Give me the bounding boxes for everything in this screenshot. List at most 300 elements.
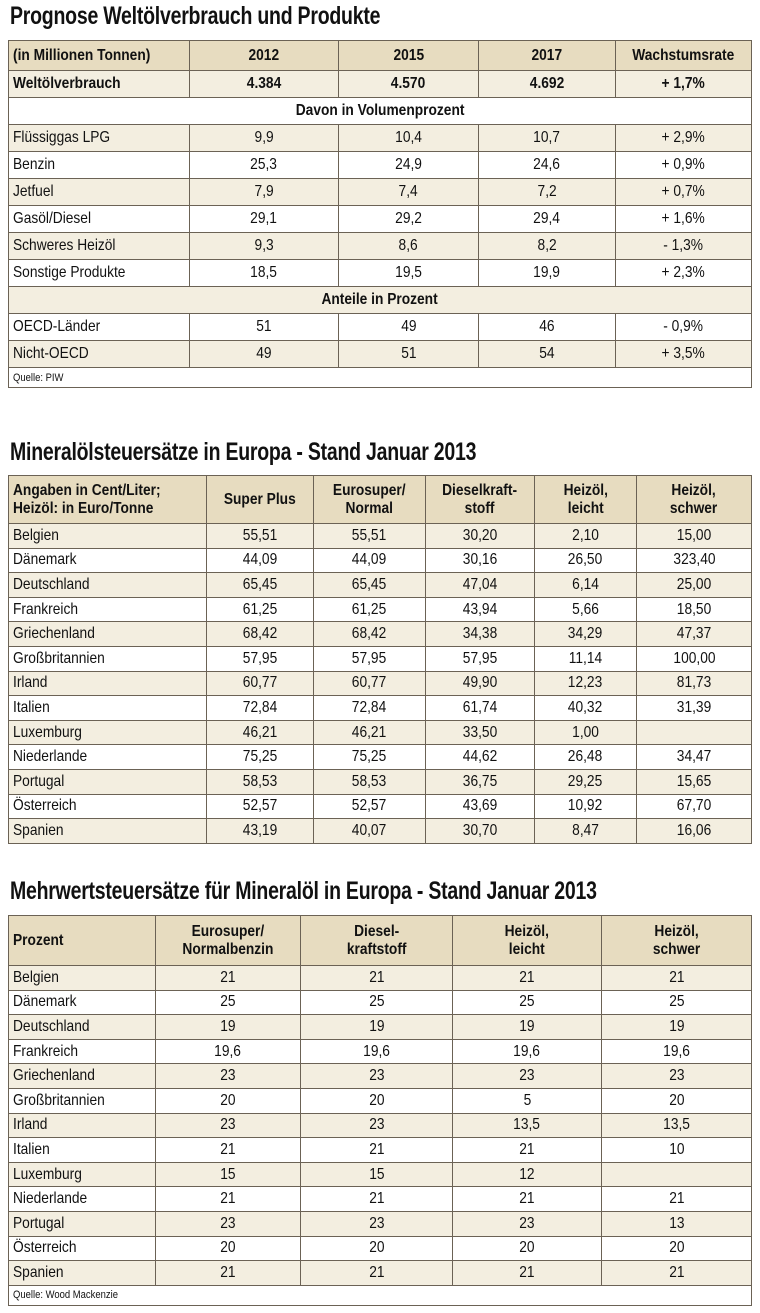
cell-text: Spanien	[13, 821, 64, 839]
cell-text: 49	[400, 318, 417, 335]
cell-text: 47,04	[462, 575, 498, 593]
table-cell	[339, 125, 479, 152]
column-header	[156, 916, 301, 966]
table-cell	[314, 524, 426, 549]
cell-text: 61,25	[242, 600, 278, 618]
cell-text: 46,21	[352, 723, 387, 741]
table-row	[9, 671, 752, 696]
table-cell	[9, 696, 207, 721]
table-cell	[207, 720, 314, 745]
cell-text: + 0,9%	[661, 156, 706, 173]
cell-text: 49	[256, 345, 272, 362]
cell-text: 24,9	[395, 156, 422, 173]
cell-text: 21	[368, 968, 385, 986]
table-cell	[616, 179, 752, 206]
table-cell	[535, 597, 637, 622]
table-cell	[535, 720, 637, 745]
table-cell	[207, 745, 314, 770]
cell-text: Luxemburg	[13, 1165, 82, 1183]
table-row	[9, 966, 752, 991]
table-cell	[9, 1039, 156, 1064]
cell-text: 23	[220, 1067, 236, 1085]
table-cell	[301, 1015, 453, 1040]
cell-text: Italien	[13, 698, 50, 716]
header-row	[9, 41, 752, 71]
table1-title: Prognose Weltölverbrauch und Produkte	[10, 2, 381, 30]
table-cell	[602, 966, 752, 991]
table-cell	[479, 341, 616, 368]
table-cell	[637, 696, 752, 721]
cell-text: 46	[539, 318, 555, 335]
cell-text: 23	[668, 1067, 685, 1085]
table-cell	[9, 794, 207, 819]
oil-consumption-forecast-table	[8, 40, 752, 388]
cell-text: 18,5	[250, 264, 278, 281]
cell-text: Benzin	[13, 156, 56, 173]
table-row	[9, 745, 752, 770]
table-cell	[301, 966, 453, 991]
column-header	[637, 476, 752, 524]
cell-text: 29,2	[395, 210, 422, 227]
table-cell	[637, 622, 752, 647]
cell-text: 25	[220, 993, 236, 1011]
cell-text: 10	[668, 1140, 685, 1158]
table-cell	[190, 260, 339, 287]
table-cell	[207, 819, 314, 844]
cell-text: Heizöl, schwer	[670, 481, 718, 517]
cell-text: 16,06	[676, 821, 712, 839]
cell-text: 25,3	[250, 156, 278, 173]
cell-text: 8,6	[398, 237, 419, 254]
cell-text: Luxemburg	[13, 723, 82, 741]
table-cell	[453, 1015, 602, 1040]
table-cell	[535, 646, 637, 671]
cell-text: Wachstumsrate	[632, 46, 735, 64]
table-cell	[535, 696, 637, 721]
cell-text: 19	[368, 1017, 385, 1035]
cell-text: 25	[668, 993, 685, 1011]
cell-text: Dänemark	[13, 551, 77, 569]
table-row	[9, 1064, 752, 1089]
table-row	[9, 1113, 752, 1138]
cell-text: Heizöl, leicht	[563, 481, 608, 517]
cell-text: 19	[220, 1017, 236, 1035]
cell-text: 25,00	[676, 575, 712, 593]
table-cell	[616, 341, 752, 368]
table-cell	[453, 1162, 602, 1187]
column-header	[339, 41, 479, 71]
table-cell	[616, 71, 752, 98]
table-cell	[301, 1088, 453, 1113]
source-note	[9, 368, 752, 388]
cell-text: 21	[519, 968, 535, 986]
cell-text: Dieselkraft- stoff	[442, 481, 518, 517]
cell-text: Flüssiggas LPG	[13, 129, 111, 146]
cell-text: 21	[220, 968, 236, 986]
table-cell	[207, 597, 314, 622]
cell-text: Niederlande	[13, 748, 88, 766]
cell-text: 21	[220, 1190, 236, 1208]
cell-text: 33,50	[462, 723, 498, 741]
table-cell	[9, 341, 190, 368]
cell-text: Frankreich	[13, 1042, 78, 1060]
cell-text: 21	[668, 1263, 685, 1281]
table-row	[9, 1138, 752, 1163]
table-cell	[453, 1088, 602, 1113]
cell-text: 2,10	[572, 526, 599, 544]
table-cell	[637, 573, 752, 598]
table-row	[9, 1088, 752, 1113]
table-row	[9, 990, 752, 1015]
column-header	[9, 916, 156, 966]
table-cell	[453, 1113, 602, 1138]
cell-text: 15	[368, 1165, 385, 1183]
column-header	[207, 476, 314, 524]
cell-text: 36,75	[462, 772, 498, 790]
table-cell	[453, 1039, 602, 1064]
table-cell	[9, 1138, 156, 1163]
column-header	[453, 916, 602, 966]
cell-text: 19,9	[533, 264, 561, 281]
cell-text: Irland	[13, 674, 48, 692]
table-cell	[426, 671, 535, 696]
table-cell	[9, 597, 207, 622]
cell-text: 4.570	[391, 75, 426, 92]
cell-text: 43,19	[242, 821, 278, 839]
table-cell	[602, 1211, 752, 1236]
table-cell	[9, 1261, 156, 1286]
table-cell	[426, 696, 535, 721]
cell-text: Niederlande	[13, 1190, 88, 1208]
cell-text: Super Plus	[224, 490, 296, 508]
table-cell	[426, 819, 535, 844]
table-cell	[9, 1015, 156, 1040]
table-cell	[637, 597, 752, 622]
table-cell	[9, 314, 190, 341]
cell-text: 21	[668, 1190, 685, 1208]
cell-text: 51	[400, 345, 417, 362]
cell-text: 25	[368, 993, 385, 1011]
cell-text: Heizöl, schwer	[652, 922, 701, 958]
cell-text: 81,73	[676, 674, 712, 692]
table-cell	[453, 990, 602, 1015]
table-cell	[207, 548, 314, 573]
cell-text: Weltölverbrauch	[13, 75, 121, 92]
table-cell	[339, 71, 479, 98]
table-cell	[190, 125, 339, 152]
cell-text: 20	[220, 1091, 236, 1109]
cell-text: 9,3	[254, 237, 274, 254]
cell-text: Irland	[13, 1116, 48, 1134]
table-cell	[190, 341, 339, 368]
table-cell	[426, 794, 535, 819]
cell-text: + 0,7%	[661, 183, 706, 200]
cell-text: Angaben in Cent/Liter; Heizöl: in Euro/Tonne	[13, 481, 161, 517]
table-cell	[453, 1187, 602, 1212]
table-cell	[426, 745, 535, 770]
table-cell	[637, 769, 752, 794]
table-row	[9, 1039, 752, 1064]
table-cell	[535, 548, 637, 573]
table-cell	[535, 524, 637, 549]
cell-text: 72,84	[242, 698, 278, 716]
cell-text: 21	[220, 1140, 236, 1158]
cell-text: - 0,9%	[663, 318, 704, 335]
table-cell	[616, 125, 752, 152]
column-header	[426, 476, 535, 524]
cell-text: 52,57	[352, 797, 387, 815]
cell-text: Quelle: Wood Mackenzie	[13, 1289, 119, 1302]
table-cell	[301, 1211, 453, 1236]
table-cell	[301, 990, 453, 1015]
table-cell	[314, 696, 426, 721]
table-cell	[156, 1039, 301, 1064]
cell-text: Portugal	[13, 772, 65, 790]
cell-text: 46,21	[242, 723, 278, 741]
header-row	[9, 916, 752, 966]
cell-text: Sonstige Produkte	[13, 264, 126, 281]
table-cell	[602, 1236, 752, 1261]
cell-text: 49,90	[462, 674, 498, 692]
cell-text: Portugal	[13, 1214, 65, 1232]
table-row	[9, 548, 752, 573]
table-cell	[479, 233, 616, 260]
table-cell	[190, 71, 339, 98]
cell-text: 26,50	[568, 551, 603, 569]
table-cell	[190, 233, 339, 260]
table-cell	[9, 152, 190, 179]
table-row	[9, 260, 752, 287]
table-cell	[9, 71, 190, 98]
cell-text: 72,84	[352, 698, 387, 716]
cell-text: 58,53	[242, 772, 278, 790]
cell-text: Deutschland	[13, 1017, 90, 1035]
cell-text: 21	[519, 1263, 535, 1281]
table-row	[9, 794, 752, 819]
table-cell	[156, 1162, 301, 1187]
cell-text: 61,25	[352, 600, 387, 618]
cell-text: Gasöl/Diesel	[13, 210, 92, 227]
cell-text: 19,6	[513, 1042, 541, 1060]
table-cell	[339, 341, 479, 368]
cell-text: 52,57	[242, 797, 278, 815]
cell-text: + 2,3%	[661, 264, 706, 281]
table-row	[9, 720, 752, 745]
cell-text: Griechenland	[13, 1067, 95, 1085]
cell-text: + 1,6%	[661, 210, 706, 227]
table-cell	[9, 98, 752, 125]
table-cell	[314, 646, 426, 671]
table-cell	[453, 966, 602, 991]
table-cell	[453, 1261, 602, 1286]
cell-text: 57,95	[462, 649, 498, 667]
cell-text: Belgien	[13, 968, 59, 986]
table-cell	[479, 206, 616, 233]
cell-text: 60,77	[242, 674, 278, 692]
cell-text: 20	[368, 1239, 385, 1257]
table-cell	[9, 769, 207, 794]
cell-text: 23	[519, 1214, 535, 1232]
table-cell	[9, 966, 156, 991]
cell-text: 44,09	[242, 551, 278, 569]
cell-text: Deutschland	[13, 575, 90, 593]
table-cell	[602, 1064, 752, 1089]
cell-text: 9,9	[254, 129, 274, 146]
table-row	[9, 233, 752, 260]
table-cell	[339, 179, 479, 206]
cell-text: 13	[668, 1214, 685, 1232]
cell-text: Heizöl, leicht	[504, 922, 550, 958]
table-cell	[535, 794, 637, 819]
table-row	[9, 125, 752, 152]
table-cell	[9, 573, 207, 598]
cell-text: 30,70	[462, 821, 498, 839]
table-cell	[479, 152, 616, 179]
table-cell	[637, 745, 752, 770]
table-cell	[9, 1113, 156, 1138]
table-cell	[314, 720, 426, 745]
table-cell	[301, 1236, 453, 1261]
cell-text: 24,6	[533, 156, 561, 173]
table-cell	[9, 671, 207, 696]
table3-title: Mehrwertsteuersätze für Mineralöl in Europa - Stand Januar 2013	[10, 877, 597, 905]
table-cell	[156, 1064, 301, 1089]
table-row	[9, 622, 752, 647]
table-cell	[9, 819, 207, 844]
table-cell	[190, 314, 339, 341]
cell-text: 40,32	[568, 698, 603, 716]
cell-text: 23	[519, 1067, 535, 1085]
table-cell	[453, 1211, 602, 1236]
table-cell	[637, 671, 752, 696]
cell-text: 7,9	[254, 183, 274, 200]
table-cell	[602, 1187, 752, 1212]
table-row	[9, 314, 752, 341]
cell-text: 57,95	[352, 649, 387, 667]
table-cell	[616, 260, 752, 287]
cell-text: 51	[256, 318, 272, 335]
table-cell	[207, 794, 314, 819]
cell-text: 11,14	[568, 649, 603, 667]
cell-text: + 3,5%	[661, 345, 706, 362]
cell-text: 43,94	[462, 600, 498, 618]
cell-text: Eurosuper/ Normalbenzin	[182, 922, 274, 958]
table-cell	[479, 179, 616, 206]
cell-text: 65,45	[242, 575, 278, 593]
cell-text: Großbritannien	[13, 1091, 105, 1109]
table-cell	[602, 1039, 752, 1064]
cell-text: 7,4	[398, 183, 419, 200]
table-cell	[9, 1211, 156, 1236]
table-cell	[156, 966, 301, 991]
cell-text: Quelle: PIW	[13, 371, 64, 384]
table-cell	[453, 1064, 602, 1089]
table-cell	[301, 1187, 453, 1212]
table-cell	[637, 548, 752, 573]
cell-text: Italien	[13, 1140, 50, 1158]
table-cell	[314, 745, 426, 770]
table-row	[9, 71, 752, 98]
table-row	[9, 1162, 752, 1187]
cell-text: 10,92	[568, 797, 603, 815]
cell-text: 20	[668, 1239, 685, 1257]
cell-text: 19,6	[663, 1042, 690, 1060]
table-cell	[190, 206, 339, 233]
table-cell	[9, 1162, 156, 1187]
cell-text: 40,07	[352, 821, 387, 839]
table-cell	[301, 1064, 453, 1089]
table-cell	[602, 1113, 752, 1138]
cell-text: (in Millionen Tonnen)	[13, 46, 151, 64]
cell-text: 2015	[393, 46, 424, 64]
table-cell	[9, 548, 207, 573]
table-cell	[637, 720, 752, 745]
table-row	[9, 524, 752, 549]
cell-text: 4.384	[246, 75, 282, 92]
table-row	[9, 1261, 752, 1286]
table-cell	[453, 1236, 602, 1261]
table-cell	[301, 1039, 453, 1064]
table-cell	[156, 1236, 301, 1261]
table-cell	[535, 671, 637, 696]
cell-text: Schweres Heizöl	[13, 237, 116, 254]
source-note	[9, 1285, 752, 1305]
column-header	[616, 41, 752, 71]
cell-text: 75,25	[352, 748, 387, 766]
table-cell	[602, 1015, 752, 1040]
table-cell	[314, 794, 426, 819]
cell-text: Diesel- kraftstoff	[346, 922, 407, 958]
cell-text: 5	[523, 1091, 531, 1109]
table-cell	[301, 1113, 453, 1138]
cell-text: 57,95	[242, 649, 278, 667]
cell-text: 2017	[531, 46, 563, 64]
table-cell	[616, 233, 752, 260]
cell-text: 60,77	[352, 674, 387, 692]
table-cell	[9, 1187, 156, 1212]
table-row	[9, 206, 752, 233]
cell-text: 4.692	[529, 75, 565, 92]
cell-text: 12,23	[568, 674, 603, 692]
table-cell	[156, 1261, 301, 1286]
table-row	[9, 769, 752, 794]
cell-text: 68,42	[242, 625, 278, 643]
table-cell	[616, 314, 752, 341]
cell-text: Griechenland	[13, 625, 95, 643]
cell-text: 34,47	[676, 748, 712, 766]
mineral-oil-tax-table	[8, 475, 752, 844]
cell-text: Belgien	[13, 526, 59, 544]
table-cell	[9, 260, 190, 287]
cell-text: Dänemark	[13, 993, 77, 1011]
cell-text: 13,5	[663, 1116, 690, 1134]
cell-text: 61,74	[462, 698, 498, 716]
table-row	[9, 1015, 752, 1040]
table-cell	[426, 597, 535, 622]
cell-text: 19,5	[395, 264, 422, 281]
cell-text: 54	[539, 345, 555, 362]
table-cell	[426, 524, 535, 549]
cell-text: 23	[368, 1116, 385, 1134]
table-cell	[190, 152, 339, 179]
table-row	[9, 341, 752, 368]
table-row	[9, 287, 752, 314]
table-cell	[637, 819, 752, 844]
table-cell	[9, 233, 190, 260]
cell-text: 15	[220, 1165, 236, 1183]
cell-text: Jetfuel	[13, 183, 54, 200]
cell-text: 31,39	[676, 698, 712, 716]
